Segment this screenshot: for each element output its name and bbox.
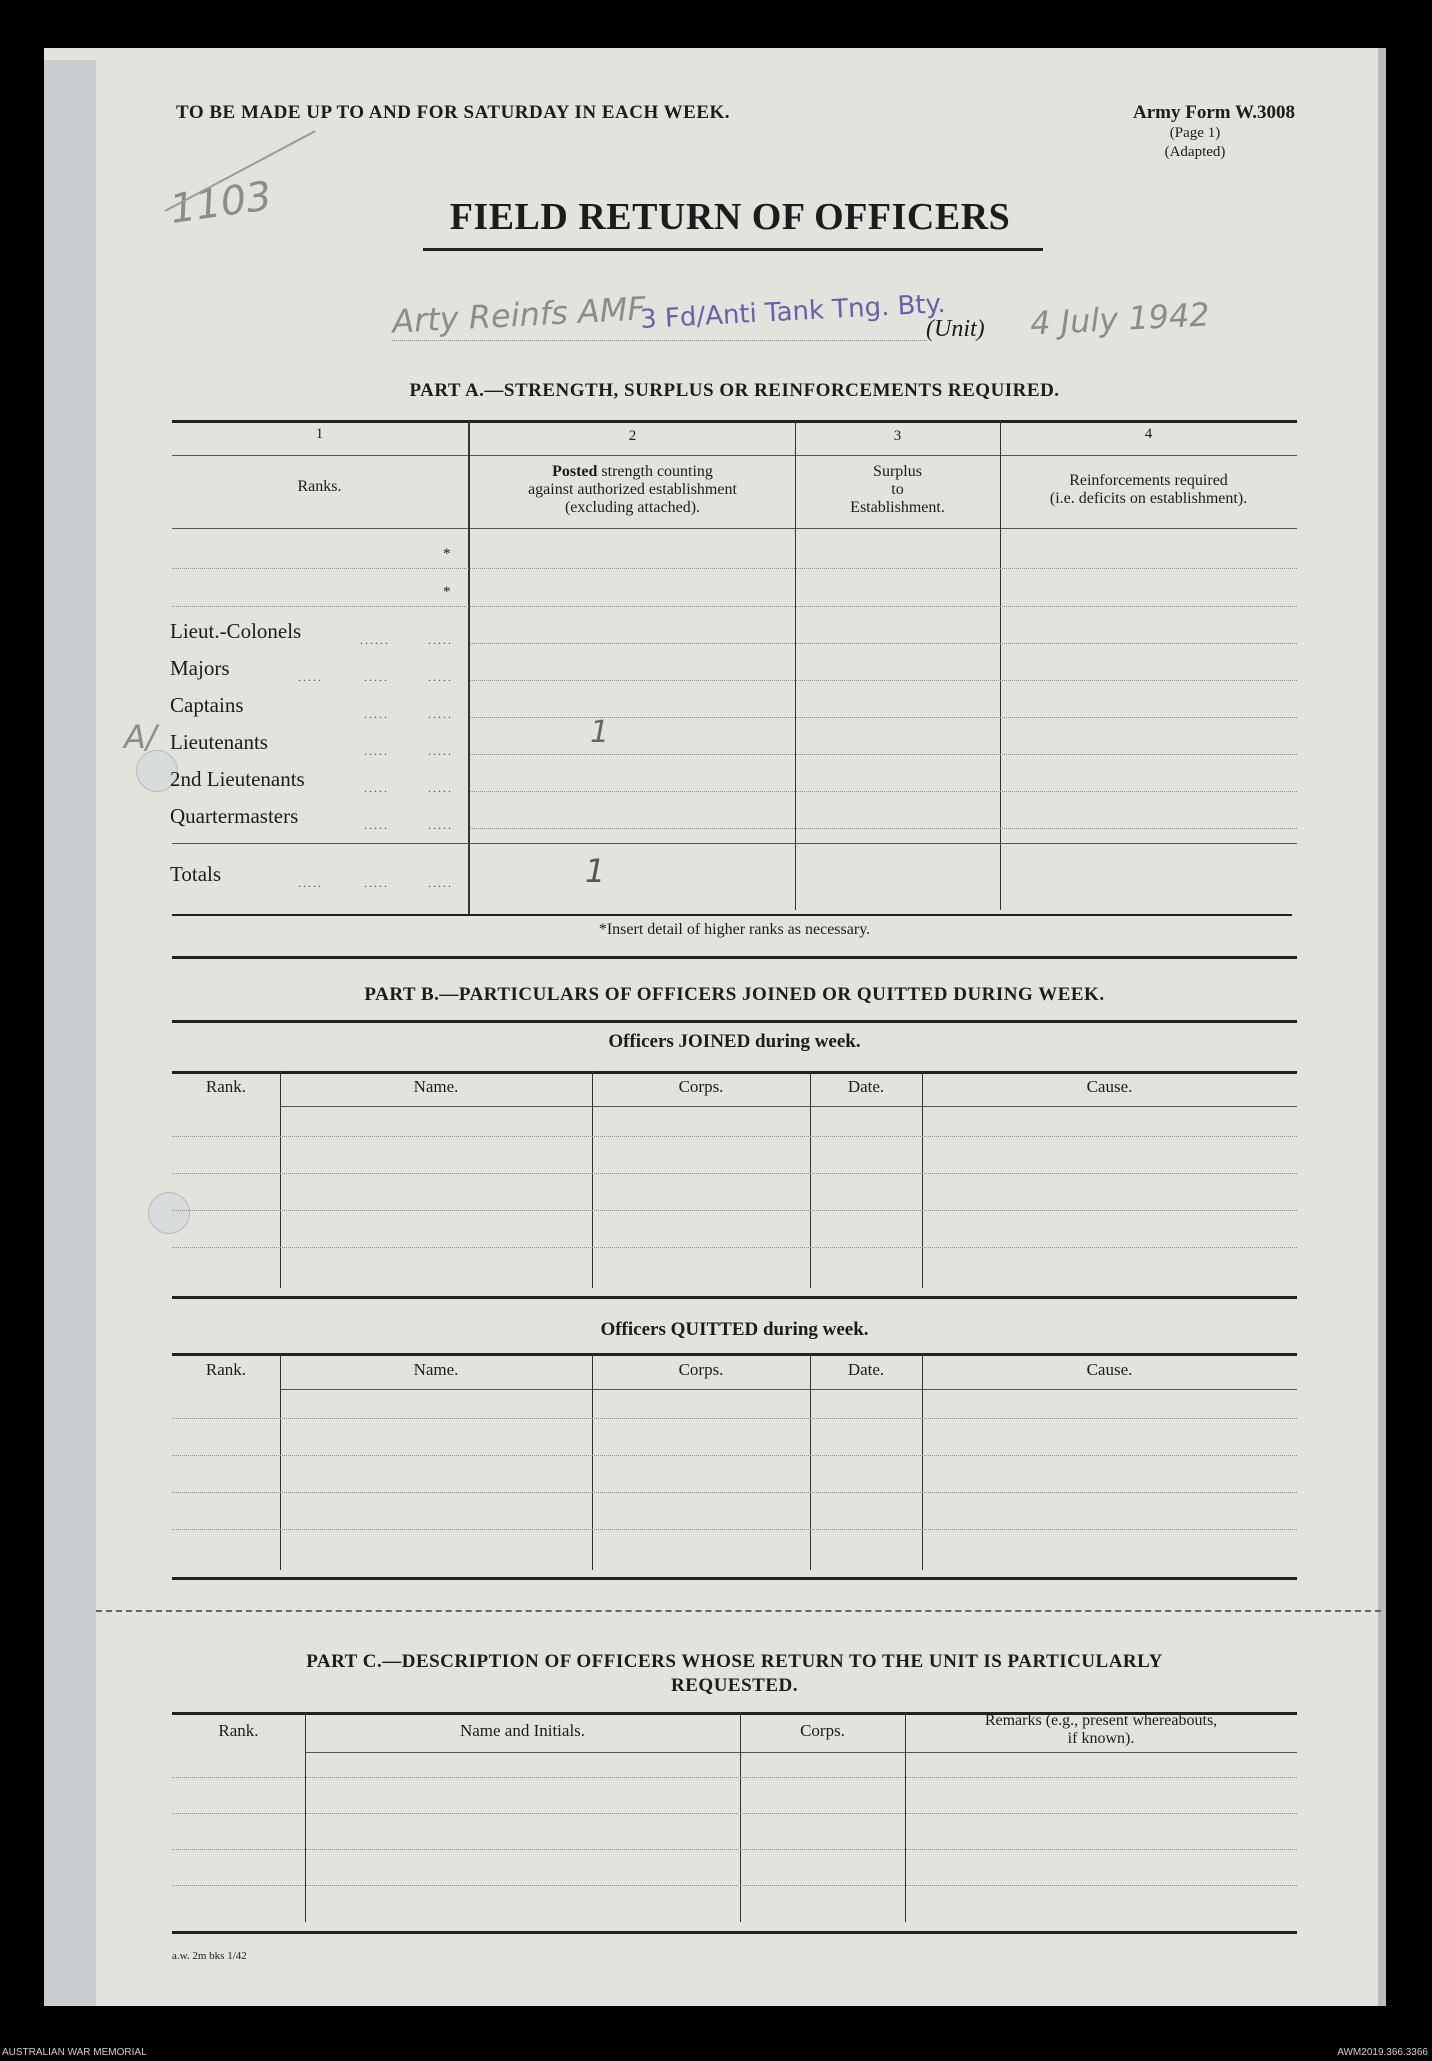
row-dotline [470, 754, 1297, 755]
remarks-line1: Remarks (e.g., present whereabouts, [984, 1712, 1218, 1729]
rank-lieutenants: Lieutenants [170, 730, 268, 754]
leader-dots: ..... [298, 670, 323, 684]
row-dotline [470, 828, 1297, 829]
quitted-divider [592, 1353, 593, 1570]
surplus-line1: Surplus [873, 463, 922, 480]
leader-dots: ...... [360, 633, 390, 647]
leader-dots: ..... [364, 818, 389, 832]
joined-row-line [172, 1210, 1297, 1211]
part-a-heading: PART A.—STRENGTH, SURPLUS OR REINFORCEMENTS REQUIRED. [409, 380, 1060, 401]
joined-col-date: Date. [847, 1077, 885, 1096]
joined-row-line [172, 1173, 1297, 1174]
part-c-divider [740, 1712, 741, 1922]
part-c-row-line [172, 1885, 1297, 1886]
form-number: Army Form W.3008 [1132, 102, 1295, 123]
joined-divider [592, 1071, 593, 1288]
part-c-divider [905, 1712, 906, 1922]
leader-dots: ..... [428, 818, 453, 832]
posted-rest: strength counting [597, 463, 713, 480]
quitted-col-cause: Cause. [1086, 1360, 1133, 1379]
col-number-3: 3 [893, 428, 902, 444]
col-surplus-label [795, 463, 1000, 517]
joined-row-line [172, 1247, 1297, 1248]
lieutenants-posted-handwritten: 1 [590, 715, 610, 750]
part-c-heading-line2: REQUESTED. [671, 1675, 798, 1696]
binding-strip [44, 60, 96, 2006]
col-number-2: 2 [628, 428, 637, 444]
totals-posted-handwritten: 1 [585, 852, 606, 890]
leader-dots: ..... [364, 744, 389, 758]
joined-row-line [172, 1136, 1297, 1137]
joined-divider [280, 1071, 281, 1288]
quitted-divider [922, 1353, 923, 1570]
joined-table-bottom [172, 1296, 1297, 1299]
date-handwritten: 4 July 1942 [1029, 295, 1211, 343]
part-c-row-line [172, 1849, 1297, 1850]
reinf-line1: Reinforcements required [1069, 472, 1228, 489]
leader-dots: ..... [364, 876, 389, 890]
part-a-bottom-rule [172, 914, 1292, 916]
leader-dots: ..... [428, 633, 453, 647]
instruction-line: TO BE MADE UP TO AND FOR SATURDAY IN EACH WEEK. [176, 102, 731, 123]
part-c-col-corps: Corps. [800, 1721, 845, 1740]
part-c-row-line [172, 1813, 1297, 1814]
acting-prefix-handwritten: A/ [124, 718, 157, 756]
margin-note: 1103 [167, 173, 275, 233]
joined-divider [922, 1071, 923, 1288]
joined-table-top [172, 1071, 1297, 1074]
part-c-col-rank: Rank. [218, 1721, 259, 1740]
posted-line3: (excluding attached). [564, 499, 701, 516]
form-title: FIELD RETURN OF OFFICERS [449, 196, 1011, 238]
leader-dots: ..... [364, 707, 389, 721]
print-code: a.w. 2m bks 1/42 [172, 1950, 247, 1962]
leader-dots: ..... [364, 781, 389, 795]
quitted-row-line [172, 1418, 1297, 1419]
quitted-row-line [172, 1492, 1297, 1493]
quitted-col-corps: Corps. [678, 1360, 724, 1379]
title-underline [423, 248, 1043, 251]
rank-lieut-colonels: Lieut.-Colonels [170, 619, 302, 643]
part-a-header-rule [172, 528, 1297, 529]
reinf-line2: (i.e. deficits on establishment). [1049, 490, 1248, 507]
leader-dots: ..... [428, 670, 453, 684]
surplus-line3: Establishment. [850, 499, 945, 516]
page-edge [1378, 48, 1386, 2006]
row-dotline [470, 680, 1297, 681]
quitted-table-top [172, 1353, 1297, 1356]
leader-dots: ..... [428, 707, 453, 721]
star-marker-1: * [443, 546, 451, 562]
rank-quartermasters: Quartermasters [170, 804, 299, 828]
joined-col-corps: Corps. [678, 1077, 724, 1096]
quitted-col-rank: Rank. [205, 1360, 247, 1379]
leader-dots: ..... [428, 744, 453, 758]
posted-bold: Posted [552, 463, 598, 480]
row-dotline [172, 606, 1297, 607]
rank-2nd-lieutenants: 2nd Lieutenants [170, 767, 305, 791]
unit-dotline [392, 340, 927, 341]
quitted-divider [280, 1353, 281, 1570]
archive-label-right: AWM2019.366.3366 [1337, 2047, 1428, 2058]
part-c-header-rule [305, 1752, 1297, 1753]
totals-label: Totals [170, 862, 222, 886]
star-marker-2: * [443, 584, 451, 600]
joined-col-rank: Rank. [205, 1077, 247, 1096]
part-b-heading: PART B.—PARTICULARS OF OFFICERS JOINED OR QUITTED DURING WEEK. [364, 984, 1105, 1005]
part-c-col-remarks [905, 1712, 1297, 1748]
row-dotline [470, 791, 1297, 792]
joined-header-rule [280, 1106, 1297, 1107]
unit-handwritten: Arty Reinfs AMF [391, 289, 647, 341]
archive-label-left: AUSTRALIAN WAR MEMORIAL [2, 2047, 147, 2058]
part-c-col-name: Name and Initials. [459, 1721, 586, 1740]
joined-col-cause: Cause. [1086, 1077, 1133, 1096]
joined-divider [810, 1071, 811, 1288]
posted-line2: against authorized establishment [528, 481, 737, 498]
col-reinforcements-label [1000, 472, 1297, 508]
leader-dots: ..... [428, 781, 453, 795]
part-a-top-rule [172, 420, 1297, 423]
unit-label: (Unit) [926, 316, 985, 342]
part-b-top-rule [172, 1020, 1297, 1023]
adapted-note: (Adapted) [1164, 144, 1226, 160]
leader-dots: ..... [428, 876, 453, 890]
col-ranks-label: Ranks. [297, 478, 342, 495]
rank-captains: Captains [170, 693, 244, 717]
perforation-line [96, 1610, 1381, 1612]
quitted-heading: Officers QUITTED during week. [600, 1319, 869, 1340]
remarks-line2: if known). [1067, 1730, 1135, 1747]
row-dotline [172, 568, 1297, 569]
punch-hole [148, 1192, 190, 1234]
part-c-table-bottom [172, 1931, 1297, 1934]
quitted-col-name: Name. [413, 1360, 459, 1379]
part-c-heading-line1: PART C.—DESCRIPTION OF OFFICERS WHOSE RETURN TO THE UNIT IS PARTICULARLY [306, 1651, 1163, 1672]
surplus-line2: to [891, 481, 904, 498]
leader-dots: ..... [298, 876, 323, 890]
part-a-closing-rule [172, 956, 1297, 959]
page-number: (Page 1) [1169, 125, 1221, 141]
part-a-divider-3 [1000, 420, 1001, 910]
part-c-row-line [172, 1777, 1297, 1778]
col-number-4: 4 [1144, 426, 1153, 442]
col-posted-label [470, 463, 795, 517]
quitted-header-rule [280, 1389, 1297, 1390]
quitted-row-line [172, 1455, 1297, 1456]
quitted-col-date: Date. [847, 1360, 885, 1379]
leader-dots: ..... [364, 670, 389, 684]
col-number-1: 1 [315, 426, 324, 442]
rank-majors: Majors [170, 656, 230, 680]
col-number-rule [172, 455, 1297, 456]
joined-heading: Officers JOINED during week. [608, 1031, 861, 1052]
totals-rule [172, 843, 1297, 844]
part-c-divider [305, 1712, 306, 1922]
part-a-divider-2 [795, 420, 796, 910]
quitted-table-bottom [172, 1577, 1297, 1580]
part-a-footnote: *Insert detail of higher ranks as necessary. [598, 921, 871, 938]
unit-stamp: 3 Fd/Anti Tank Tng. Bty. [639, 289, 947, 335]
quitted-divider [810, 1353, 811, 1570]
joined-col-name: Name. [413, 1077, 459, 1096]
part-c-heading [172, 1650, 1297, 1698]
row-dotline [470, 643, 1297, 644]
quitted-row-line [172, 1529, 1297, 1530]
part-a-divider-1 [468, 420, 470, 915]
